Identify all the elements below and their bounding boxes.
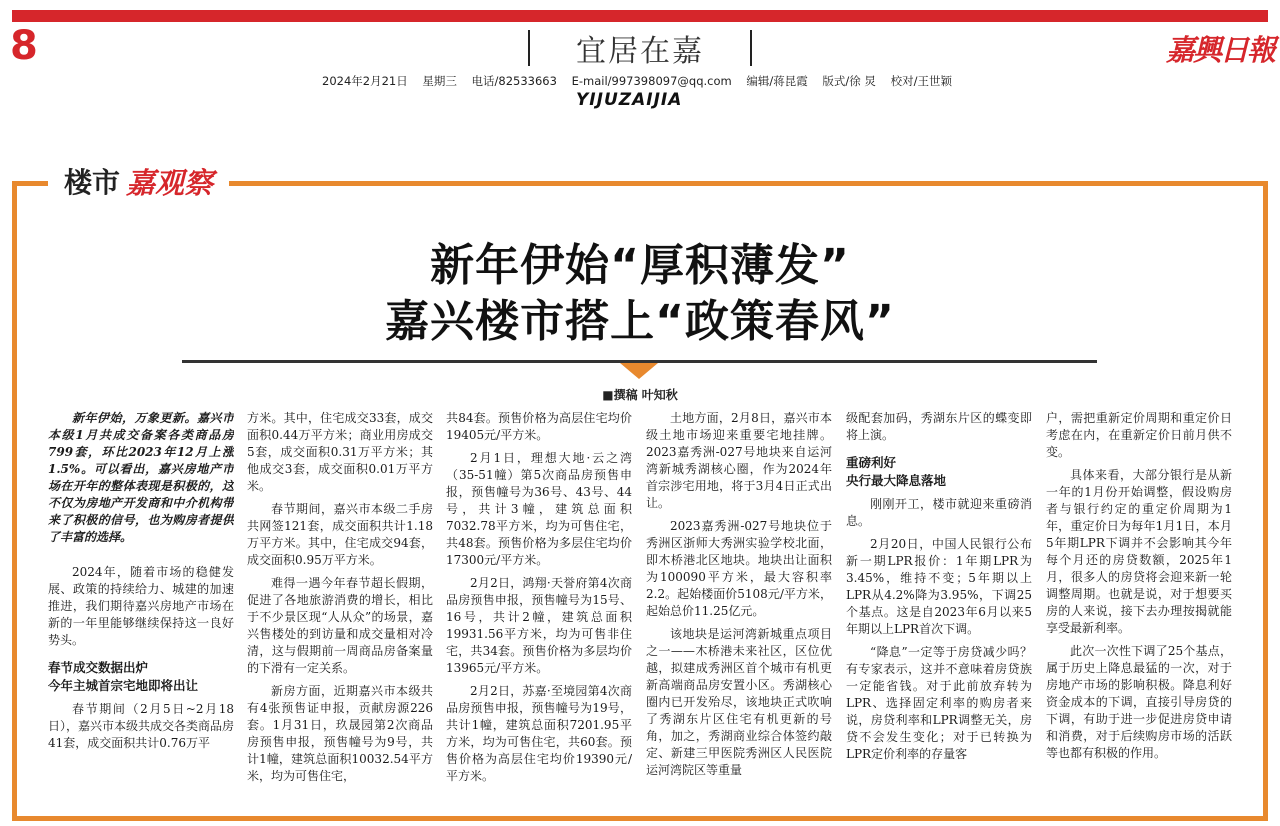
paragraph: 2月2日，苏嘉·至境园第4次商品房预售申报，预售幢号为19号，共计1幢，建筑总面积7201.95平方米，均为可售住宅，共60套。预售价格为高层住宅均价19390元/平方米。 (446, 684, 632, 783)
paragraph: 2月2日，鸿翔·天誉府第4次商品房预售申报，预售幢号为15号、16号，共计2幢，建筑总面积19931.56平方米，均为可售非住宅，共34套。预售价格为多层均价13965元/平方米。 (446, 576, 632, 675)
down-arrow-icon (620, 363, 658, 379)
article-column-5 (846, 410, 1032, 810)
subheading (846, 454, 1032, 490)
subheading (48, 659, 234, 695)
paragraph: 春节期间，嘉兴市本级二手房共网签121套，成交面积共计1.18万平方米。其中，住宅成交94套，成交面积0.95万平方米。 (247, 502, 433, 567)
subheading-line-1: 重磅利好 (846, 455, 897, 470)
contact-phone: 电话/82533663 (471, 74, 557, 88)
page-number: 8 (10, 23, 38, 69)
layout-credit: 版式/徐 炅 (822, 74, 876, 88)
article-headline (200, 238, 1080, 350)
paragraph: 共84套。预售价格为高层住宅均价19405元/平方米。 (446, 411, 632, 442)
paragraph: 土地方面，2月8日，嘉兴市本级土地市场迎来重要宅地挂牌。2023嘉秀洲-027号地块来自运河湾新城秀湖核心圈，作为2024年首宗涉宅用地，将于3月4日正式出让。 (646, 411, 832, 510)
issue-date: 2024年2月21日 (322, 74, 408, 88)
subheading-line-2: 央行最大降息落地 (846, 473, 947, 488)
paragraph: 级配套加码，秀湖东片区的蝶变即将上演。 (846, 411, 1032, 442)
masthead-meta (322, 73, 963, 89)
article-column-1 (48, 410, 234, 810)
article-column-6 (1046, 410, 1232, 810)
column-tag-part2: 嘉观察 (126, 165, 214, 200)
section-title: 宜居在嘉 (520, 28, 760, 68)
article-column-2 (247, 410, 433, 810)
paragraph: 2023嘉秀洲-027号地块位于秀洲区浙师大秀洲实验学校北面，即木桥港北区地块。地块出让面积为100090平方米，最大容积率2.2。起始楼面价5108元/平方米，起始总价11.25亿元。 (646, 519, 832, 618)
proofread-credit: 校对/王世颖 (890, 74, 952, 88)
headline-line-2: 嘉兴楼市搭上“政策春风” (385, 296, 895, 347)
paragraph: 2024年，随着市场的稳健发展、政策的持续给力、城建的加速推进，我们期待嘉兴房地产市场在新的一年里能够继续保持这一良好势头。 (48, 565, 234, 647)
article-byline: ■撰稿 叶知秋 (602, 388, 678, 402)
paragraph: 此次一次性下调了25个基点，属于历史上降息最猛的一次，对于房地产市场的影响积极。降息利好资金成本的下调，直接引导房贷的下调，有助于进一步促进房贷申请和消费，对于后续购房市场的活跃等也都有积极的作用。 (1046, 644, 1232, 760)
paragraph: 2月1日，理想大地·云之湾（35-51幢）第5次商品房预售申报，预售幢号为36号、43号、44号，共计3幢，建筑总面积7032.78平方米，均为可售住宅，共48套。预售价格为多层住宅均价17300元/平方米。 (446, 451, 632, 567)
paragraph: “降息”一定等于房贷减少吗？有专家表示，这并不意味着房贷族一定能省钱。对于此前放弃转为LPR、选择固定利率的购房者来说，房贷利率和LPR调整无关，房贷不会发生变化；对于已转换为LPR定价利率的存量客 (846, 645, 1032, 761)
editor-credit: 编辑/蒋昆霞 (746, 74, 808, 88)
issue-weekday: 星期三 (422, 74, 457, 88)
headline-line-1: 新年伊始“厚积薄发” (430, 240, 850, 291)
contact-email: E-mail/997398097@qq.com (571, 74, 732, 88)
article-column-3 (446, 410, 632, 810)
paragraph: 该地块是运河湾新城重点项目之一——木桥港未来社区，区位优越，拟建成秀洲区首个城市有机更新高端商品房安置小区。秀湖核心圈内已开发殆尽，该地块正式吹响了秀湖东片区住宅有机更新的号角，加之，秀湖商业综合体签约敲定、新建三甲医院秀洲区人民医院运河湾院区等重量 (646, 627, 832, 777)
paragraph: 难得一遇今年春节超长假期，促进了各地旅游消费的增长，相比于不少景区现“人从众”的场景，嘉兴售楼处的到访量和成交量相对冷清，这与假期前一周商品房备案量的下滑有一定关系。 (247, 576, 433, 675)
paragraph: 春节期间（2月5日~2月18日），嘉兴市本级共成交各类商品房41套，成交面积共计0.76万平 (48, 702, 234, 750)
column-tag (48, 160, 229, 202)
subheading-line-2: 今年主城首宗宅地即将出让 (48, 678, 199, 693)
top-red-bar (12, 10, 1268, 22)
paragraph: 2月20日，中国人民银行公布新一期LPR报价：1年期LPR为3.45%，维持不变；5年期以上LPR从4.2%降为3.95%，下调25个基点。这是自2023年6月以来5年期以上LPR首次下调。 (846, 537, 1032, 636)
section-pinyin: YIJUZAIJIA (576, 90, 683, 110)
article-column-4 (646, 410, 832, 810)
paragraph: 新房方面，近期嘉兴市本级共有4张预售证申报，贡献房源226套。1月31日，玖晟园第2次商品房预售申报，预售幢号为9号，共计1幢，建筑总面积10032.54平方米，均为可售住宅， (247, 684, 433, 783)
paragraph: 户，需把重新定价周期和重定价日考虑在内，在重新定价日前月供不变。 (1046, 411, 1232, 459)
article-lead: 新年伊始，万象更新。嘉兴市本级1月共成交备案各类商品房799套，环比2023年12月上涨1.5%。可以看出，嘉兴房地产市场在开年的整体表现是积极的，这不仅为房地产开发商和中介机构带来了积极的信号，也为购房者提供了丰富的选择。 (48, 411, 234, 544)
paragraph: 具体来看，大部分银行是从新一年的1月份开始调整，假设购房者与银行约定的重定价周期为1年，重定价日为每年1月1日，本月5年期LPR下调并不会影响其今年每个月还的房贷数额，2025年1月，很多人的房贷将会迎来新一轮调整周期。也就是说，对于想要买房的人来说，接下去办理按揭就能享受最新利率。 (1046, 468, 1232, 635)
column-tag-part1: 楼市 (64, 166, 121, 199)
newspaper-logo: 嘉興日報 (1166, 33, 1275, 67)
subheading-line-1: 春节成交数据出炉 (48, 660, 149, 675)
paragraph: 方米。其中，住宅成交33套，成交面积0.44万平方米；商业用房成交5套，成交面积0.31万平方米；其他成交3套，成交面积0.01万平方米。 (247, 411, 433, 493)
paragraph: 刚刚开工，楼市就迎来重磅消息。 (846, 497, 1032, 528)
